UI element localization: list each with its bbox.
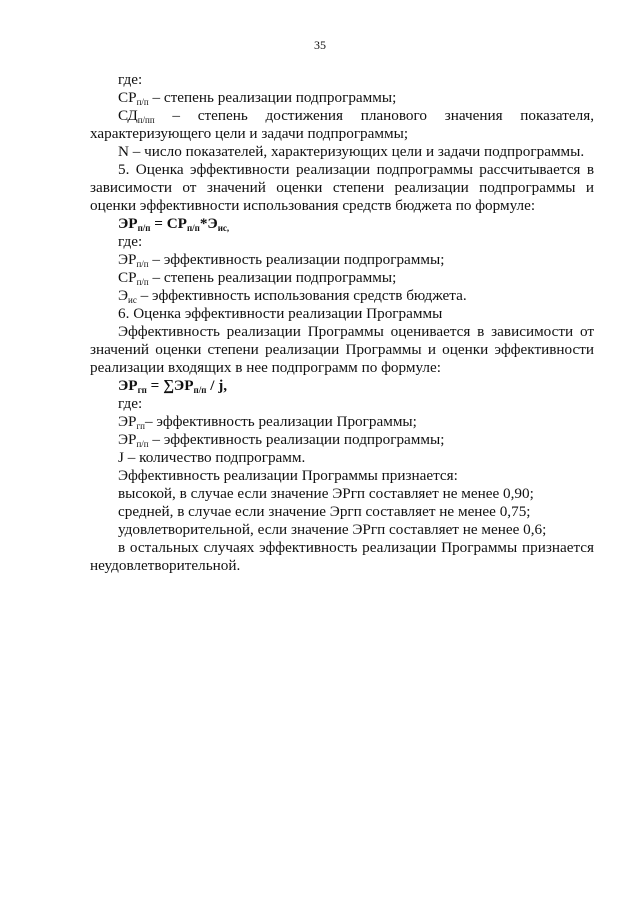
assessment-unsatisfactory: в остальных случаях эффективность реализации Программы признается неудовлетворительной. xyxy=(90,539,594,574)
document-body xyxy=(90,71,594,575)
definition-text: – эффективность реализации Программы; xyxy=(145,413,417,430)
definition-j: J – количество подпрограмм. xyxy=(118,449,306,466)
assessment-heading: Эффективность реализации Программы признается: xyxy=(118,467,458,484)
definition-sd xyxy=(90,107,594,143)
subscript: ис, xyxy=(217,223,230,233)
definition-text: – эффективность реализации подпрограммы; xyxy=(148,251,445,268)
symbol: ЭР xyxy=(118,431,137,448)
paragraph-6-heading: 6. Оценка эффективности реализации Программы xyxy=(118,305,443,322)
symbol: СД xyxy=(118,107,138,124)
subscript: п/п xyxy=(136,259,149,269)
subscript: п/п xyxy=(136,97,149,107)
subscript: п/п xyxy=(136,277,149,287)
symbol: СР xyxy=(118,89,137,106)
formula-part: = СР xyxy=(150,215,187,232)
subscript: гп xyxy=(137,385,147,395)
symbol: СР xyxy=(118,269,137,286)
formula-part: = ∑ЭР xyxy=(146,377,194,394)
assessment-medium: средней, в случае если значение Эргп составляет не менее 0,75; xyxy=(118,503,531,520)
definition-text: – степень достижения планового значения показателя, характеризующего цели и задачи подпрограммы; xyxy=(90,107,594,142)
paragraph-6-body: Эффективность реализации Программы оценивается в зависимости от значений оценки степени реализации Программы и оценки эффективности реализации входящих в нее подпрограмм по формуле: xyxy=(90,323,594,376)
subscript: гп xyxy=(136,421,145,431)
definition-text: – степень реализации подпрограммы; xyxy=(148,269,397,286)
symbol: ЭР xyxy=(118,251,137,268)
page-number: 35 xyxy=(314,38,326,52)
definition-er-pp-2 xyxy=(90,431,594,449)
paragraph-where-3: где: xyxy=(118,395,143,412)
formula-part: ЭР xyxy=(118,215,138,232)
formula-er-pp xyxy=(90,215,594,233)
symbol: Э xyxy=(118,287,129,304)
definition-text: – степень реализации подпрограммы; xyxy=(148,89,397,106)
formula-er-gp xyxy=(90,377,594,395)
formula-part: ЭР xyxy=(118,377,138,394)
definition-n: N – число показателей, характеризующих цели и задачи подпрограммы. xyxy=(118,143,585,160)
symbol: ЭР xyxy=(118,413,137,430)
subscript: п/п xyxy=(193,385,207,395)
definition-eis xyxy=(90,287,594,305)
assessment-high: высокой, в случае если значение ЭРгп составляет не менее 0,90; xyxy=(118,485,534,502)
paragraph-where: где: xyxy=(118,71,143,88)
subscript: п/п xyxy=(136,439,149,449)
definition-er-gp xyxy=(90,413,594,431)
subscript: п/пп xyxy=(137,115,155,125)
subscript: п/п xyxy=(186,223,200,233)
formula-part: / j, xyxy=(206,377,228,394)
paragraph-5: 5. Оценка эффективности реализации подпрограммы рассчитывается в зависимости от значений оценки степени реализации подпрограммы и оценки эффективности использования средств бюджета по формуле: xyxy=(90,161,594,214)
formula-part: *Э xyxy=(199,215,218,232)
definition-text: – эффективность реализации подпрограммы; xyxy=(148,431,445,448)
paragraph-where-2: где: xyxy=(118,233,143,250)
definition-er-pp xyxy=(90,251,594,269)
subscript: ис xyxy=(128,295,137,305)
definition-sr xyxy=(90,89,594,107)
subscript: п/п xyxy=(137,223,151,233)
assessment-satisfactory: удовлетворительной, если значение ЭРгп составляет не менее 0,6; xyxy=(118,521,547,538)
definition-text: – эффективность использования средств бюджета. xyxy=(136,287,467,304)
definition-sr-2 xyxy=(90,269,594,287)
